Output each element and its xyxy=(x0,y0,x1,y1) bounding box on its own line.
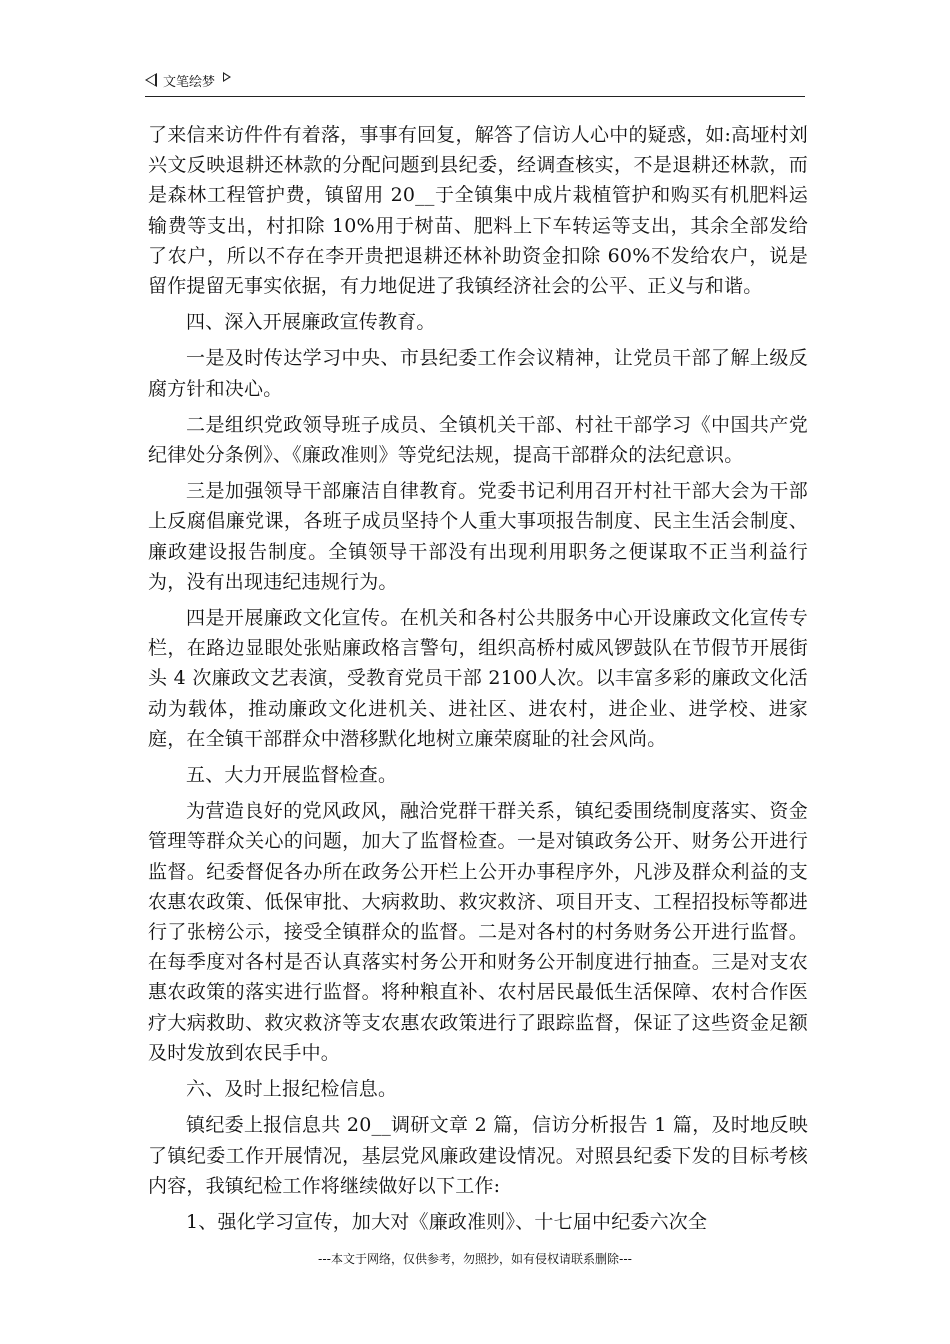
paragraph: 二是组织党政领导班子成员、全镇机关干部、村社干部学习《中国共产党纪律处分条例》、《廉政准则》等党纪法规，提高干部群众的法纪意识。 xyxy=(148,413,808,467)
header-logo-text: 文笔绘梦 xyxy=(163,74,216,90)
left-triangle-icon xyxy=(145,73,157,87)
section-heading: 六、及时上报纪检信息。 xyxy=(186,1078,398,1101)
paragraph: 1、强化学习宣传，加大对《廉政准则》、十七届中纪委六次全 xyxy=(186,1210,708,1233)
page-header xyxy=(145,68,805,98)
document-body xyxy=(148,120,808,1243)
paragraph: 了来信来访件件有着落，事事有回复，解答了信访人心中的疑惑，如:高垭村刘兴文反映退耕还林款的分配问题到县纪委，经调查核实，不是退耕还林款，而是森林工程管护费，镇留用 20__于全镇集中成片栽植管护和购买有机肥料运输费等支出，村扣除 10%用于树苗、肥料上下车转运等支出，其余全部发给了农户，所以不存在李开贵把退耕还林补助资金扣除 60%不发给农户，说是留作提留无事实依据，有力地促进了我镇经济社会的公平、正义与和谐。 xyxy=(148,124,808,298)
right-triangle-icon xyxy=(223,72,231,82)
header-logo xyxy=(145,68,805,92)
paragraph: 三是加强领导干部廉洁自律教育。党委书记利用召开村社干部大会为干部上反腐倡廉党课，各班子成员坚持个人重大事项报告制度、民主生活会制度、廉政建设报告制度。全镇领导干部没有出现利用职务之便谋取不正当利益行为，没有出现违纪违规行为。 xyxy=(148,480,808,593)
paragraph: 镇纪委上报信息共 20__调研文章 2 篇，信访分析报告 1 篇，及时地反映了镇纪委工作开展情况，基层党风廉政建设情况。对照县纪委下发的目标考核内容，我镇纪检工作将继续做好以下工作: xyxy=(148,1114,808,1197)
section-heading: 四、深入开展廉政宣传教育。 xyxy=(186,311,436,334)
page-footer: ---本文于网络，仅供参考，勿照抄，如有侵权请联系删除--- xyxy=(318,1252,632,1266)
paragraph: 一是及时传达学习中央、市县纪委工作会议精神，让党员干部了解上级反腐方针和决心。 xyxy=(148,347,808,400)
paragraph: 四是开展廉政文化宣传。在机关和各村公共服务中心开设廉政文化宣传专栏，在路边显眼处张贴廉政格言警句，组织高桥村威风锣鼓队在节假节开展街头 4 次廉政文艺表演，受教育党员干部 2100人次。以丰富多彩的廉政文化活动为载体，推动廉政文化进机关、进社区、进农村，进企业、进学校、进家庭，在全镇干部群众中潜移默化地树立廉荣腐耻的社会风尚。 xyxy=(148,607,808,750)
paragraph: 为营造良好的党风政风，融洽党群干群关系，镇纪委围绕制度落实、资金管理等群众关心的问题，加大了监督检查。一是对镇政务公开、财务公开进行监督。纪委督促各办所在政务公开栏上公开办事程序外，凡涉及群众利益的支农惠农政策、低保审批、大病救助、救灾救济、项目开支、工程招投标等都进行了张榜公示，接受全镇群众的监督。二是对各村的村务财务公开进行监督。在每季度对各村是否认真落实村务公开和财务公开制度进行抽查。三是对支农惠农政策的落实进行监督。将种粮直补、农村居民最低生活保障、农村合作医疗大病救助、救灾救济等支农惠农政策进行了跟踪监督，保证了这些资金足额及时发放到农民手中。 xyxy=(148,800,808,1064)
header-divider xyxy=(145,96,805,97)
section-heading: 五、大力开展监督检查。 xyxy=(186,764,398,787)
